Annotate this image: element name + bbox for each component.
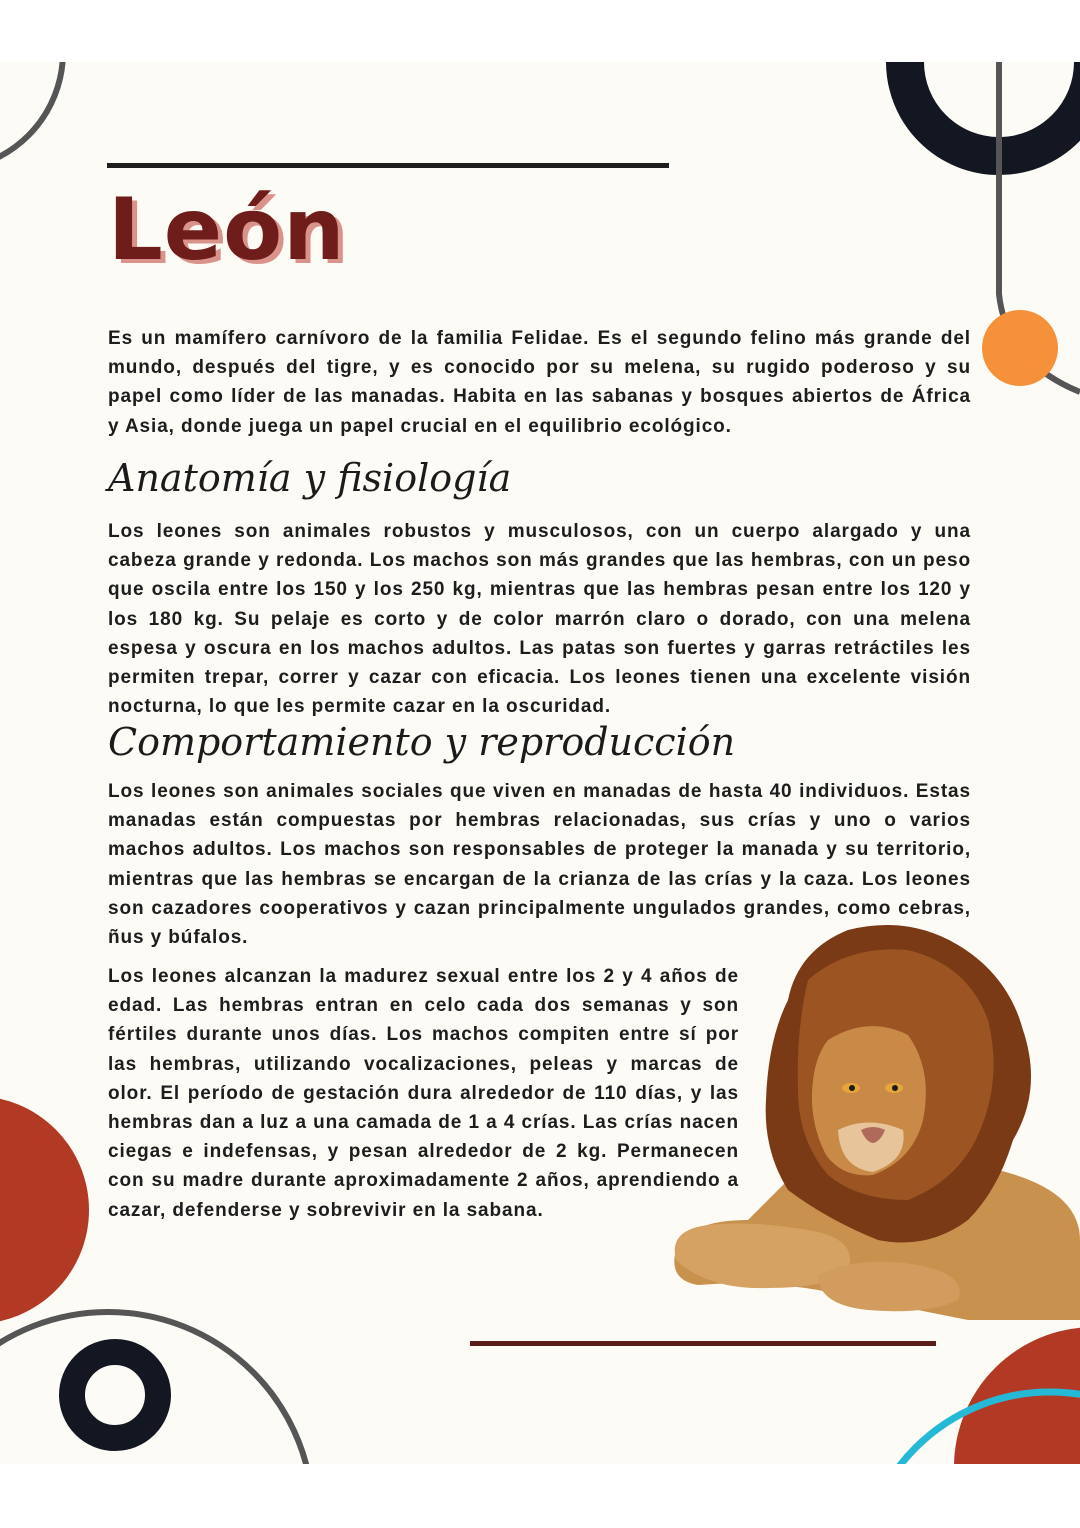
lion-left-pupil (849, 1085, 855, 1091)
bottom-divider (470, 1341, 936, 1346)
top-left-arc (0, 62, 63, 170)
lion-right-pupil (892, 1085, 898, 1091)
top-right-ring (905, 62, 1080, 156)
reproduction-paragraph: Los leones alcanzan la madurez sexual entre los 2 y 4 años de edad. Las hembras entran en celo cada dos semanas y son fértiles durante unos días. Los machos compiten entre sí por las hembras, utilizando vocalizaciones, peleas y marcas de olor. El período de gestación dura alrededor de 110 días, y las hembras dan a luz a una camada de 1 a 4 crías. Las crías nacen ciegas e indefensas, y pesan alrededor de 2 kg. Permanecen con su madre durante aproximadamente 2 años, aprendiendo a cazar, defenderse y sobrevivir en la sabana. (108, 966, 739, 1221)
section-heading-anatomy: Anatomía y fisiología (108, 456, 512, 500)
top-divider (107, 163, 669, 168)
anatomy-paragraph: Los leones son animales robustos y musculosos, con un cuerpo alargado y una cabeza grande y redonda. Los machos son más grandes que las hembras, con un peso que oscila entre los 150 y los 250 kg, mientras que las hembras pesan entre los 120 y los 180 kg. Su pelaje es corto y de color marrón claro o dorado, con una melena espesa y oscura en los machos adultos. Las patas son fuertes y garras retráctiles les permiten trepar, correr y cazar con eficacia. Los leones tienen una excelente visión nocturna, lo que les permite cazar en la oscuridad. (108, 521, 971, 718)
orange-dot (982, 310, 1058, 386)
lion-illustration-icon (668, 920, 1080, 1320)
section-heading-behavior: Comportamiento y reproducción (108, 720, 736, 764)
left-red-circle (0, 1096, 89, 1324)
page-title: León (108, 180, 346, 280)
behavior-paragraph: Los leones son animales sociales que viven en manadas de hasta 40 individuos. Estas manadas están compuestas por hembras relacionadas, sus crías y uno o varios machos adultos. Los machos son responsables de proteger la manada y su territorio, mientras que las hembras se encargan de la crianza de las crías y la caza. Los leones son cazadores cooperativos y cazan principalmente ungulados grandes, como cebras, ñus y búfalos. (108, 781, 971, 949)
document-page (0, 62, 1080, 1464)
bottom-left-ring (72, 1352, 158, 1438)
intro-paragraph: Es un mamífero carnívoro de la familia Felidae. Es el segundo felino más grande del mundo, después del tigre, y es conocido por su melena, su rugido poderoso y su papel como líder de las manadas. Habita en las sabanas y bosques abiertos de África y Asia, donde juega un papel crucial en el equilibrio ecológico. (108, 328, 971, 437)
